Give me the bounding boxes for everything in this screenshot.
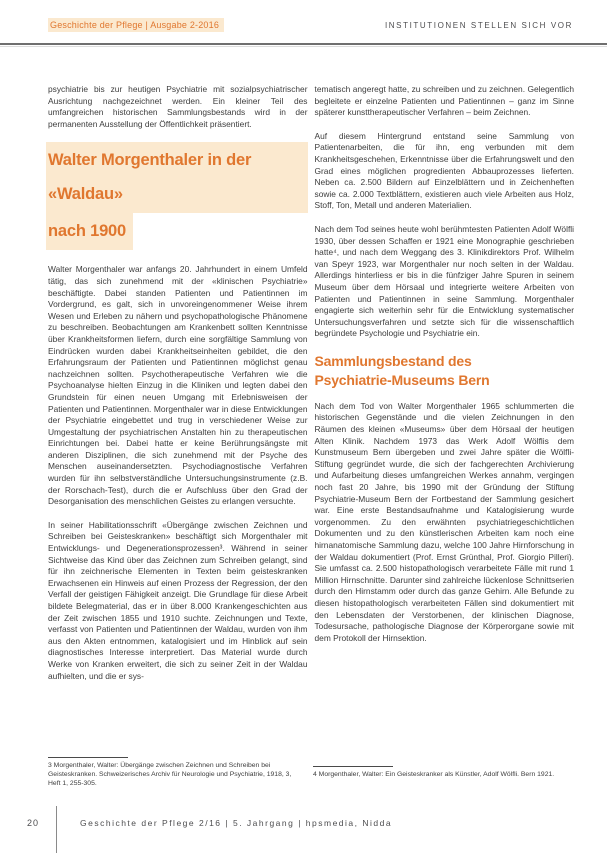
- paragraph: Nach dem Tod von Walter Morgenthaler 1965 schlummerten die historischen Gegenstände und die vielen Zeichnungen in den Räumen des kleinen «Museums» über dem Hörsaal der heutigen Alten Klinik. Nachdem 1973 das Werk Adolf Wölflis dem Kunstmuseum Bern übergeben und zwei Jahre später die Wölfli-Stiftung gegründet wurde, die sich der fachgerechten Archivierung und Aufarbeitung dieses umfangreichen Werkes annahm, vergingen noch fast 20 Jahre, bis 1990 mit der Gründung der Stiftung Psychiatrie-Museum Bern der Fortbestand der Sammlung gesichert war. Eine erste Bestandsaufnahme und Katalogisierung wurde vorgenommen. Zu den erwähnten psychiatriegeschichtlichen Dokumenten und zu den künstlerischen Arbeiten kam noch eine hirnanatomische Sammlung dazu, welche 100 Jahre Hirnforschung in der Waldau dokumentiert (Prof. Ernst Grünthal, Prof. Giorgio Pilleri). Sie umfasst ca. 2.500 histopathologisch verarbeitete Fälle mit rund 1 Million Hirnschnitte. Darunter sind zahlreiche lückenlose Schnittserien durch den Hirnstamm oder durch das ganze Gehirn. Alle Befunde zu diesen histopathologisch verarbeiteten Fällen sind dokumentiert mit den Lebensdaten der Verstorbenen, der klinischen Diagnose, Todesursache, pathologische Diagnose der Körperorgane sowie mit dem Protokoll der Hirnsektion.: [314, 400, 574, 643]
- footnote-3: [48, 757, 293, 788]
- footer-text: Geschichte der Pflege 2/16 | 5. Jahrgang | hpsmedia, Nidda: [80, 818, 393, 828]
- footnote-text: 3 Morgenthaler, Walter: Übergänge zwischen Zeichnen und Schreiben bei Geisteskranken. Schweizerisches Archiv für Neurologie und Psychiatrie, 1918, 3, Heft 1, 255-305.: [48, 762, 292, 787]
- paragraph: psychiatrie bis zur heutigen Psychiatrie mit sozialpsychiatrischer Ausrichtung nachgezeichnet werden. Ein kleiner Teil des umfangreichen historischen Sammlungsbestands wird in der permanenten Ausstellung der Öffentlichkeit präsentiert.: [48, 84, 308, 129]
- section-header: INSTITUTIONEN STELLEN SICH VOR: [384, 21, 573, 30]
- footnote-rule: [48, 757, 128, 758]
- header-rule: [0, 43, 607, 47]
- footnote-4: [313, 766, 573, 779]
- body-columns: [48, 84, 574, 694]
- heading-line: Psychiatrie-Museums Bern: [314, 371, 490, 388]
- journal-header: Geschichte der Pflege | Ausgabe 2-2016: [48, 18, 224, 32]
- heading-line: nach 1900: [46, 213, 133, 250]
- paragraph: tematisch angeregt hatte, zu schreiben und zu zeichnen. Gelegentlich begleitete er einzelne Patienten und Patientinnen – ganz im Sinne späterer kunsttherapeutischer Verfahren – beim Zeichnen.: [314, 84, 574, 118]
- paragraph: Nach dem Tod seines heute wohl berühmtesten Patienten Adolf Wölfli 1930, über dessen Schaffen er 1921 eine Monographie geschrieben hatte⁴, und nach dem Weggang des 3. Klinikdirektors Prof. Wilhelm van Speyr 1923, war Morgenthaler nur noch selten in der Waldau. Allerdings hinterliess er bis in die fünfziger Jahre Spuren in seinem Museum über dem Hörsaal und integrierte weitere Arbeiten von Patienten und Patientinnen in seine Sammlung. Morgenthaler engagierte sich weiterhin sehr für die Entwicklung systematischer Untersuchungsverfahren und setzte sich für die wissenschaftlich begründete Psychologie und Psychiatrie ein.: [314, 223, 574, 339]
- page-number: 20: [27, 818, 40, 828]
- paragraph: Walter Morgenthaler war anfangs 20. Jahrhundert in einem Umfeld tätig, das sich zunehmend mit der «klinischen Psychiatrie» beschäftigte. Dabei standen Patienten und Patientinnen im Vordergrund, es galt, sich in unvoreingenommener Weise ihrem Wesen und Erleben zu nähern und psychopathologische Phänomene zu beschreiben. Beobachtungen am Krankenbett sollten Kenntnisse über Krankheitsformen liefern, durch eine sorgfältige Sammlung von Eindrücken wurden dabei Krankheitseinheiten gebildet, die den Erfahrungsraum der Patienten und Patientinnen möglichst genau nachzeichnen sollten. Psychotherapeutische Verfahren wie die Psychoanalyse hielten Einzug in die Kliniken und legten dabei den Grundstein für einen neuen Umgang mit Erlebnisweisen der Patienten und Patientinnen. Morgenthaler war in diese Entwicklungen der Psychiatrie eingebettet und trug in verschiedener Weise zur Umgestaltung der psychiatrischen Anstalten hin zu therapeutischen Einrichtungen bei. Dabei hatte er keine Berührungsängste mit anderen Disziplinen, die sich zunehmend mit der Psyche des Menschen auseinandersetzten. Psychodiagnostische Verfahren wurden für ihn selbstverständliche Untersuchungsinstrumente (z.B. der Rorschach-Test), durch die er Aufschluss über den Grad der Desorganisation des menschlichen Geistes zu erlangen versuchte.: [48, 264, 308, 507]
- left-column: [48, 84, 308, 694]
- section-heading-waldau: [48, 142, 308, 250]
- paragraph: In seiner Habilitationsschrift «Übergänge zwischen Zeichnen und Schreiben bei Geisteskranken» beschäftigt sich Morgenthaler mit Entwicklungs- und Degenerationsprozessen³. Während in seiner Sichtweise das Kind über das Zeichnen zum Schreiben gelangt, sind für ihn zeichnerische Elementen in Texten beim geisteskranken Erwachsenen ein Hinweis auf einen Prozess der Regression, der den Verfall der geistigen Fähigkeit anzeigt. Die Grundlage für diese Arbeit bildete Belegmaterial, das er in über 8.000 Krankengeschichten aus der Zeit zwischen 1855 und 1910 suchte. Zeichnungen und Texte, verfasst von Patienten und Patientinnen der Waldau, wurden von ihm aus den Akten entnommen, katalogisiert und im Hinblick auf sein diagnostisches Interesse interpretiert. Das Material wurde durch Werke von Kranken erweitert, die sich zu seiner Zeit in der Waldau aufhielten, und die er sys-: [48, 519, 308, 681]
- paragraph: Auf diesem Hintergrund entstand seine Sammlung von Patientenarbeiten, die für ihn, eng verbunden mit dem Krankheitsgeschehen, Erkenntnisse über die Erfahrungswelt und den Grad eines möglichen progredienten Abbauprozesses lieferten. Neben ca. 2.500 Bildern auf Einzelblättern und in Zeichenheften sowie ca. 2.000 Textblättern, existieren auch viele Arbeiten aus Holz, Stoff, Ton, Metall und anderen Materialien.: [314, 130, 574, 211]
- heading-line: Sammlungsbestand des: [314, 352, 472, 369]
- right-column: [315, 84, 575, 694]
- footnote-text: 4 Morgenthaler, Walter: Ein Geisteskranker als Künstler, Adolf Wölfli. Bern 1921.: [313, 771, 555, 778]
- footnote-rule: [313, 766, 393, 767]
- heading-line: Walter Morgenthaler in der «Waldau»: [46, 142, 308, 213]
- section-heading-sammlungsbestand: [315, 352, 575, 390]
- footer-divider: [56, 806, 57, 853]
